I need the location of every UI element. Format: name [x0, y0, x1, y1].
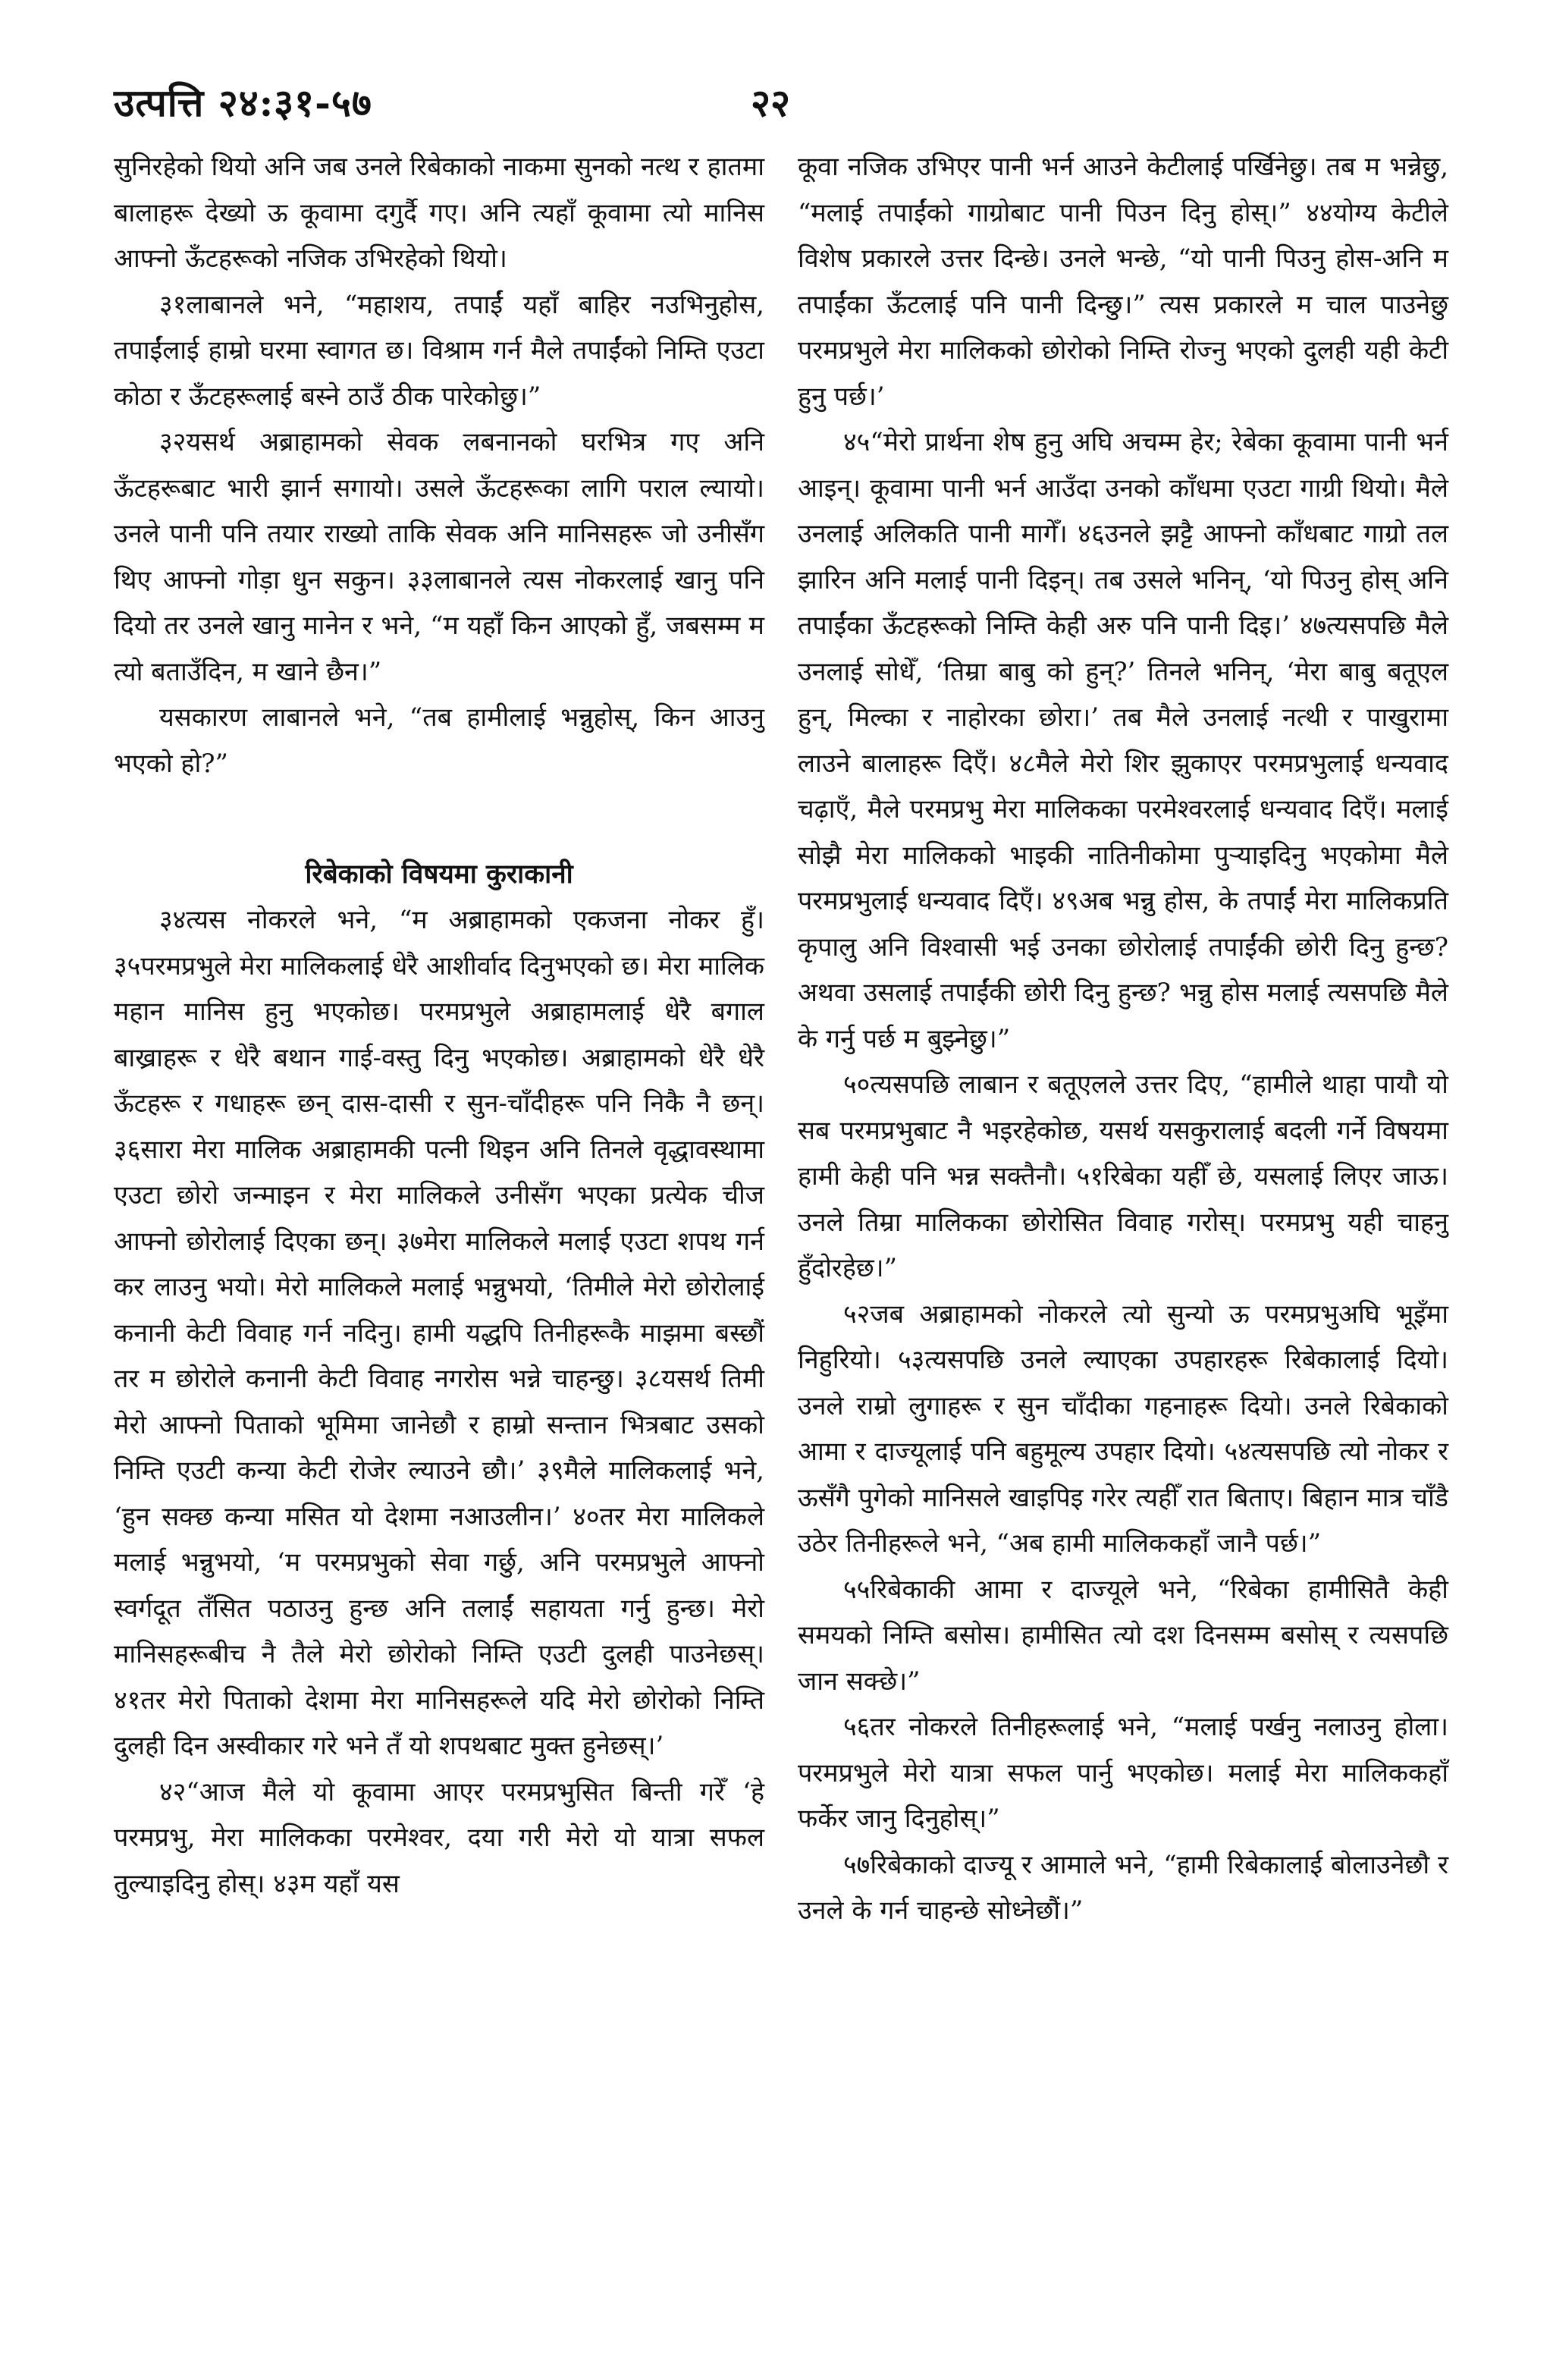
running-head: उत्पत्ति २४:३१-५७ [114, 80, 372, 125]
paragraph: ४२“आज मैले यो कूवामा आएर परमप्रभुसित बिन्ती गरेँ ‘हे परमप्रभु, मेरा मालिकका परमेश्वर, दया गरी मेरो यो यात्रा सफल तुल्याइदिनु होस्। ४३म यहाँ यस [114, 1776, 764, 1899]
paragraph: ४५“मेरो प्रार्थना शेष हुनु अघि अचम्म हेर; रेबेका कूवामा पानी भर्न आइन्। कूवामा पानी भर्न आउँदा उनको काँधमा एउटा गाग्री थियो। मैले उनलाई अलिकति पानी मागेँ। ४६उनले झट्टै आफ्नो काँधबाट गाग्रो तल झारिन अनि मलाई पानी दिइन्। तब उसले भनिन्, ‘यो पिउनु होस् अनि तपाईंका ऊँटहरूको निम्ति केही अरु पनि पानी दिइ।’ ४७त्यसपछि मैले उनलाई सोधेँ, ‘तिम्रा बाबु को हुन्?’ तिनले भनिन्, ‘मेरा बाबु बतूएल हुन्, मिल्का र नाहोरका छोरा।’ तब मैले उनलाई नत्थी र पाखुरामा लाउने बालाहरू दिएँ। ४८मैले मेरो शिर झुकाएर परमप्रभुलाई धन्यवाद चढ़ाएँ, मैले परमप्रभु मेरा मालिकका परमेश्वरलाई धन्यवाद दिएँ। मलाई सोझै मेरा मालिकको भाइकी नातिनीकोमा पुऱ्याइदिनु भएकोमा मैले परमप्रभुलाई धन्यवाद दिएँ। ४९अब भन्नु होस, के तपाईं मेरा मालिकप्रति कृपालु अनि विश्वासी भई उनका छोरोलाई तपाईंकी छोरी दिनु हुन्छ? अथवा उसलाई तपाईंकी छोरी दिनु हुन्छ? भन्नु होस मलाई त्यसपछि मैले के गर्नु पर्छ म बुझ्नेछु।” [798, 427, 1448, 1054]
section-heading: रिबेकाको विषयमा कुराकानी [305, 859, 573, 890]
page-header [114, 68, 1448, 144]
paragraph: कूवा नजिक उभिएर पानी भर्न आउने केटीलाई पर्खिनेछु। तब म भन्नेछु, “मलाई तपाईंको गाग्रोबाट पानी पिउन दिनु होस्।” ४४योग्य केटीले विशेष प्रकारले उत्तर दिन्छे। उनले भन्छे, “यो पानी पिउनु होस-अनि म तपाईंका ऊँटलाई पनि पानी दिन्छु।” त्यस प्रकारले म चाल पाउनेछु परमप्रभुले मेरा मालिकको छोरोको निम्ति रोज्नु भएको दुलही यही केटी हुनु पर्छ।’ [798, 152, 1448, 412]
page-number: २२ [751, 80, 790, 125]
paragraph: ३१लाबानले भने, “महाशय, तपाईं यहाँ बाहिर नउभिनुहोस, तपाईंलाई हाम्रो घरमा स्वागत छ। विश्राम गर्न मैले तपाईंको निम्ति एउटा कोठा र ऊँटहरूलाई बस्ने ठाउँ ठीक पारेकोछु।” [114, 289, 764, 412]
paragraph: ५०त्यसपछि लाबान र बतूएलले उत्तर दिए, “हामीले थाहा पायौ यो सब परमप्रभुबाट नै भइरहेकोछ, यसर्थ यसकुरालाई बदली गर्ने विषयमा हामी केही पनि भन्न सक्तैनौ। ५१रिबेका यहीँ छे, यसलाई लिएर जाऊ। उनले तिम्रा मालिकका छोरोसित विवाह गरोस्। परमप्रभु यही चाहनु हुँदोरहेछ।” [798, 1069, 1448, 1283]
paragraph: ३४त्यस नोकरले भने, “म अब्राहामको एकजना नोकर हुँ। ३५परमप्रभुले मेरा मालिकलाई धेरै आशीर्वाद दिनुभएको छ। मेरा मालिक महान मानिस हुनु भएकोछ। परमप्रभुले अब्राहामलाई धेरै बगाल बाख्राहरू र धेरै बथान गाई-वस्तु दिनु भएकोछ। अब्राहामको धेरै धेरै ऊँटहरू र गधाहरू छन् दास-दासी र सुन-चाँदीहरू पनि निकै नै छन्। ३६सारा मेरा मालिक अब्राहामकी पत्नी थिइन अनि तिनले वृद्धावस्थामा एउटा छोरो जन्माइन र मेरा मालिकले उनीसँग भएका प्रत्येक चीज आफ्नो छोरोलाई दिएका छन्। ३७मेरा मालिकले मलाई एउटा शपथ गर्न कर लाउनु भयो। मेरो मालिकले मलाई भन्नुभयो, ‘तिमीले मेरो छोरोलाई कनानी केटी विवाह गर्न नदिनु। हामी यद्धपि तिनीहरूकै माझमा बस्छौं तर म छोरोले कनानी केटी विवाह नगरोस भन्ने चाहन्छु। ३८यसर्थ तिमी मेरो आफ्नो पिताको भूमिमा जानेछौ र हाम्रो सन्तान भित्रबाट उसको निम्ति एउटी कन्या केटी रोजेर ल्याउने छौ।’ ३९मैले मालिकलाई भने, ‘हुन सक्छ कन्या मसित यो देशमा नआउलीन।’ ४०तर मेरा मालिकले मलाई भन्नुभयो, ‘म परमप्रभुको सेवा गर्छु, अनि परमप्रभुले आफ्नो स्वर्गदूत तँसित पठाउनु हुन्छ अनि तलाईं सहायता गर्नु हुन्छ। मेरो मानिसहरूबीच नै तैले मेरो छोरोको निम्ति एउटी दुलही पाउनेछस्। ४१तर मेरो पिताको देशमा मेरा मानिसहरूले यदि मेरो छोरोको निम्ति दुलही दिन अस्वीकार गरे भने तँ यो शपथबाट मुक्त हुनेछस्।’ [114, 905, 764, 1761]
right-column [798, 144, 1448, 1934]
text-columns [114, 144, 1448, 1934]
bible-page [114, 68, 1448, 2359]
paragraph: ३२यसर्थ अब्राहामको सेवक लबनानको घरभित्र गए अनि ऊँटहरूबाट भारी झार्न सगायो। उसले ऊँटहरूका लागि पराल ल्यायो। उनले पानी पनि तयार राख्यो ताकि सेवक अनि मानिसहरू जो उनीसँग थिए आफ्नो गोड़ा धुन सकुन। ३३लाबानले त्यस नोकरलाई खानु पनि दियो तर उनले खानु मानेन र भने, “म यहाँ किन आएको हुँ, जबसम्म म त्यो बताउँदिन, म खाने छैन।” [114, 427, 764, 687]
paragraph: ५७रिबेकाको दाज्यू र आमाले भने, “हामी रिबेकालाई बोलाउनेछौ र उनले के गर्न चाहन्छे सोध्नेछौं।” [798, 1849, 1448, 1926]
paragraph: ५५रिबेकाकी आमा र दाज्यूले भने, “रिबेका हामीसितै केही समयको निम्ति बसोस। हामीसित त्यो दश दिनसम्म बसोस् र त्यसपछि जान सक्छे।” [798, 1574, 1448, 1697]
paragraph: ५२जब अब्राहामको नोकरले त्यो सुन्यो ऊ परमप्रभुअघि भूइँमा निहुरियो। ५३त्यसपछि उनले ल्याएका उपहारहरू रिबेकालाई दियो। उनले राम्रो लुगाहरू र सुन चाँदीका गहनाहरू दियो। उनले रिबेकाको आमा र दाज्यूलाई पनि बहुमूल्य उपहार दियो। ५४त्यसपछि त्यो नोकर र ऊसँगै पुगेको मानिसले खाइपिइ गरेर त्यहीँ रात बिताए। बिहान मात्र चाँडै उठेर तिनीहरूले भने, “अब हामी मालिककहाँ जानै पर्छ।” [798, 1298, 1448, 1559]
left-column [114, 144, 764, 1934]
paragraph: यसकारण लाबानले भने, “तब हामीलाई भन्नुहोस्, किन आउनु भएको हो?” [114, 702, 764, 779]
paragraph: ५६तर नोकरले तिनीहरूलाई भने, “मलाई पर्खनु नलाउनु होला। परमप्रभुले मेरो यात्रा सफल पार्नु भएकोछ। मलाई मेरा मालिककहाँ फर्केर जानु दिनुहोस्।” [798, 1712, 1448, 1834]
paragraph: सुनिरहेको थियो अनि जब उनले रिबेकाको नाकमा सुनको नत्थ र हातमा बालाहरू देख्यो ऊ कूवामा दगुर्दै गए। अनि त्यहाँ कूवामा त्यो मानिस आफ्नो ऊँटहरूको नजिक उभिरहेको थियो। [114, 152, 764, 274]
